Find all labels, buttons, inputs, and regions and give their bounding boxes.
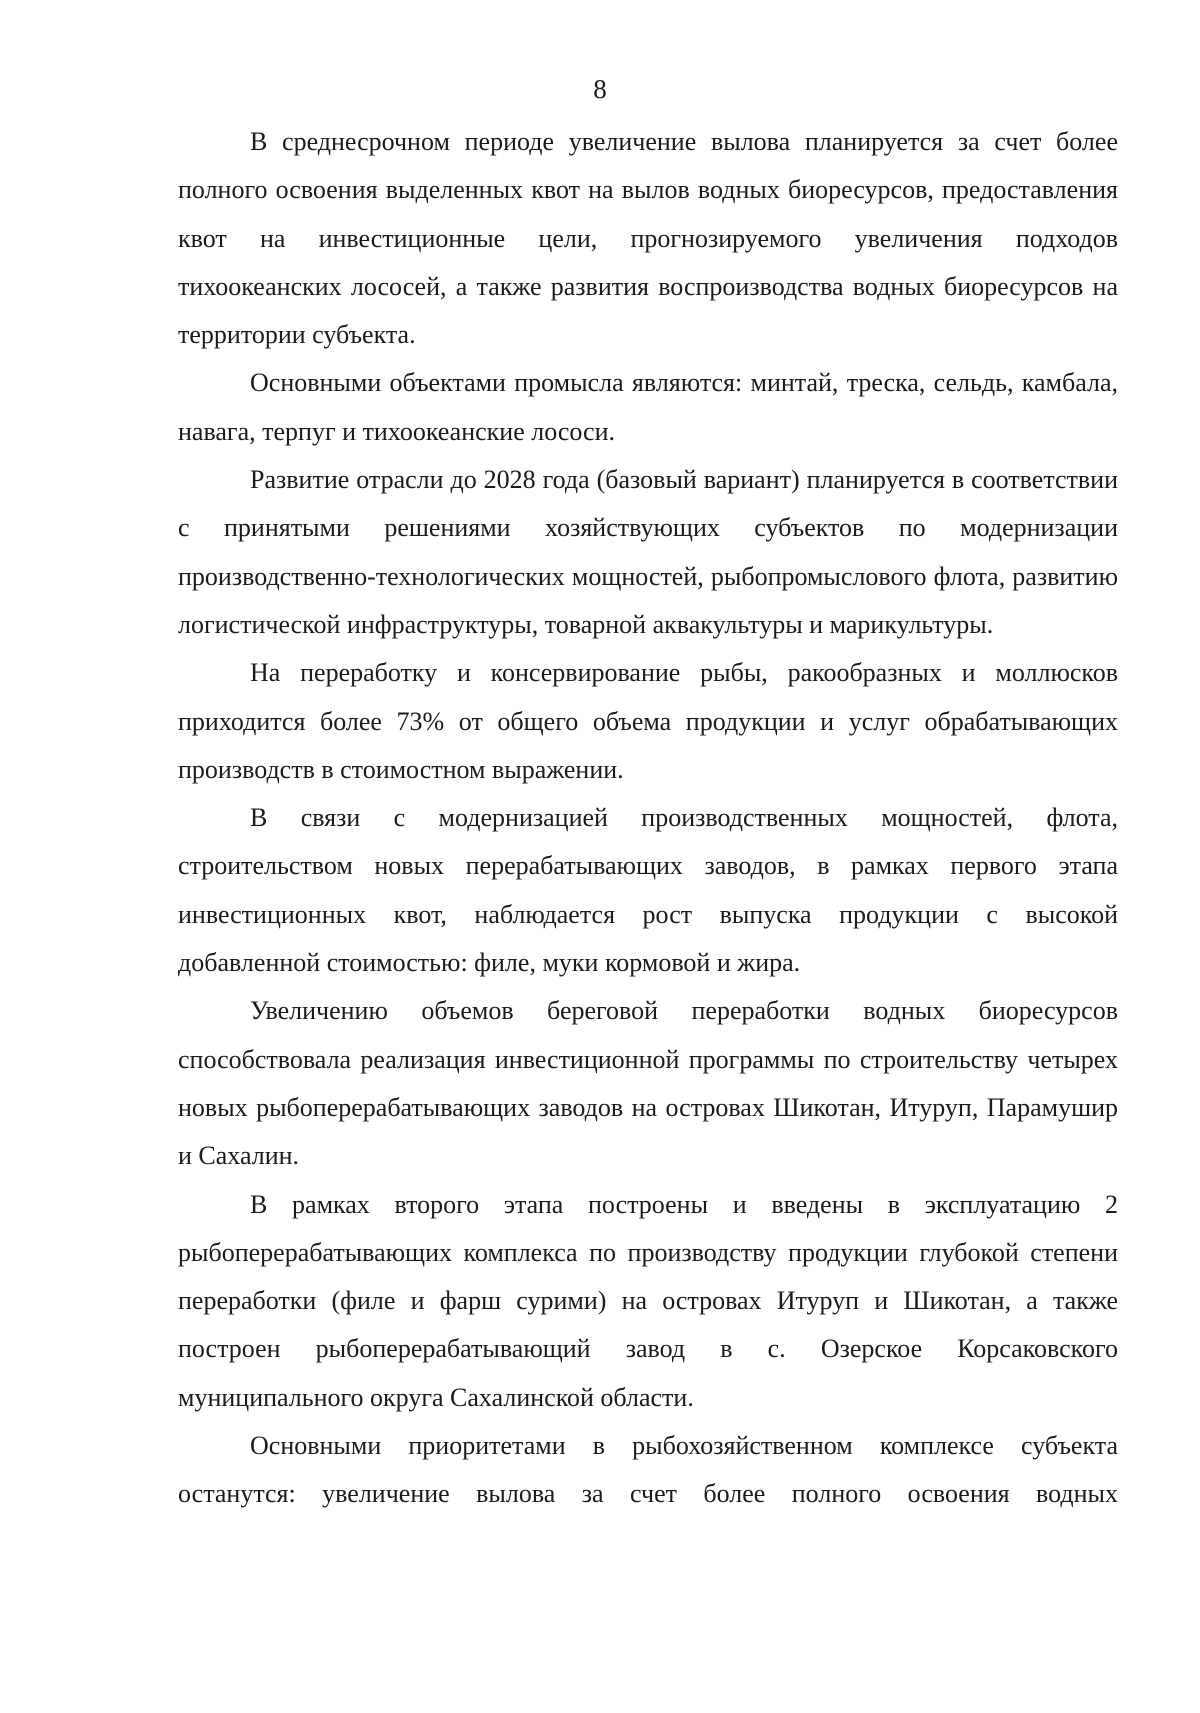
- paragraph-7: В рамках второго этапа построены и введены в эксплуатацию 2 рыбоперерабатывающих комплекса по производству продукции глубокой степени переработки (филе и фарш сурими) на островах Итуруп и Шикотан, а также построен рыбоперерабатывающий завод в с. Озерское Корсаковского муниципального округа Сахалинской области.: [178, 1189, 1118, 1412]
- paragraph-5: В связи с модернизацией производственных мощностей, флота, строительством новых перерабатывающих заводов, в рамках первого этапа инвестиционных квот, наблюдается рост выпуска продукции с высокой добавленной стоимостью: филе, муки кормовой и жира.: [178, 803, 1118, 978]
- paragraph-2: Основными объектами промысла являются: минтай, треска, сельдь, камбала, навага, терпуг и тихоокеанские лососи.: [178, 368, 1118, 446]
- paragraph-4: На переработку и консервирование рыбы, ракообразных и моллюсков приходится более 73% от общего объема продукции и услуг обрабатывающих производств в стоимостном выражении.: [178, 658, 1118, 784]
- page-number: 8: [593, 74, 607, 104]
- paragraph-1: В среднесрочном периоде увеличение вылова планируется за счет более полного освоения выделенных квот на вылов водных биоресурсов, предоставления квот на инвестиционные цели, прогнозируемого увеличения подходов тихоокеанских лососей, а также развития воспроизводства водных биоресурсов на территории субъекта.: [178, 127, 1118, 350]
- document-body: [178, 118, 1118, 1519]
- paragraph-6: Увеличению объемов береговой переработки водных биоресурсов способствовала реализация инвестиционной программы по строительству четырех новых рыбоперерабатывающих заводов на островах Шикотан, Итуруп, Парамушир и Сахалин.: [178, 996, 1118, 1171]
- paragraph-3: Развитие отрасли до 2028 года (базовый вариант) планируется в соответствии с принятыми решениями хозяйствующих субъектов по модернизации производственно-технологических мощностей, рыбопромыслового флота, развитию логистической инфраструктуры, товарной аквакультуры и марикультуры.: [178, 465, 1118, 639]
- paragraph-8: Основными приоритетами в рыбохозяйственном комплексе субъекта останутся: увеличение вылова за счет более полного освоения водных: [178, 1431, 1118, 1509]
